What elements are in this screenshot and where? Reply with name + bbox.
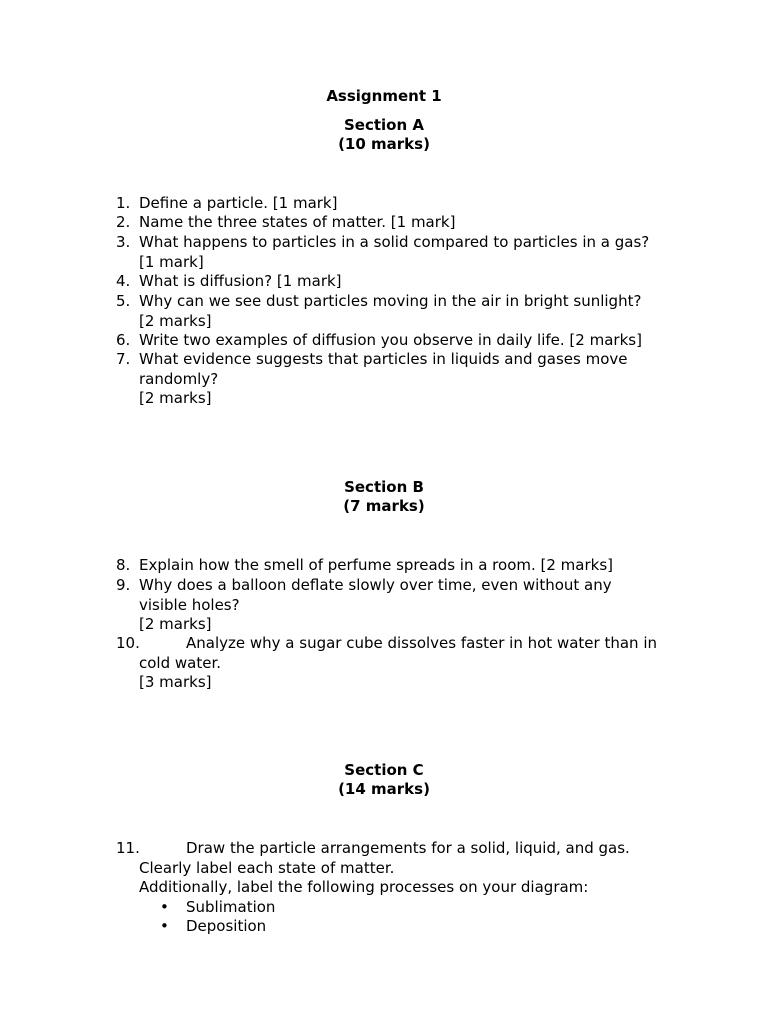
question-number: 11. [116, 839, 140, 857]
question-marks: [3 marks] [139, 673, 212, 691]
question-11 [116, 839, 676, 898]
assignment-title: Assignment 1 [326, 87, 442, 105]
question-text: Write two examples of diffusion you observe in daily life. [2 marks] [139, 331, 642, 349]
question-marks: [2 marks] [139, 615, 212, 633]
question-7 [116, 350, 676, 409]
section-a-title: Section A [344, 116, 424, 134]
question-number: 5. [116, 292, 131, 310]
question-number: 8. [116, 556, 131, 574]
question-1 [116, 194, 676, 214]
question-text: What evidence suggests that particles in liquids and gases move [139, 350, 628, 368]
bullet-text: Sublimation [186, 898, 276, 916]
question-8 [116, 556, 676, 576]
bullet-text: Deposition [186, 917, 267, 935]
question-number: 1. [116, 194, 131, 212]
question-4 [116, 272, 676, 292]
question-marks: [2 marks] [139, 311, 212, 330]
question-text: Explain how the smell of perfume spreads in a room. [2 marks] [139, 556, 614, 574]
question-text: What is diffusion? [1 mark] [139, 272, 342, 290]
question-10 [116, 634, 676, 693]
section-b-marks: (7 marks) [343, 497, 425, 515]
question-text: Why can we see dust particles moving in the air in bright sunlight? [139, 292, 642, 310]
section-a-marks: (10 marks) [338, 135, 430, 153]
question-9 [116, 576, 676, 635]
question-text: randomly? [139, 369, 219, 388]
question-number: 4. [116, 272, 131, 290]
question-number: 3. [116, 233, 131, 251]
question-text: Additionally, label the following processes on your diagram: [139, 878, 589, 896]
question-text: Why does a balloon deflate slowly over time, even without any [139, 576, 612, 594]
bullet-icon: • [160, 898, 169, 916]
question-text: Draw the particle arrangements for a solid, liquid, and gas. [186, 839, 630, 857]
question-marks: [1 mark] [139, 252, 204, 271]
question-text: What happens to particles in a solid compared to particles in a gas? [139, 233, 650, 251]
question-number: 9. [116, 576, 131, 594]
question-text: visible holes? [139, 595, 240, 614]
question-text: Define a particle. [1 mark] [139, 194, 338, 212]
question-text: cold water. [139, 653, 222, 672]
section-b-title: Section B [344, 478, 424, 496]
question-2 [116, 213, 676, 233]
question-marks: [2 marks] [139, 389, 212, 407]
bullet-icon: • [160, 917, 169, 935]
question-3 [116, 233, 676, 272]
section-c-title: Section C [344, 761, 424, 779]
question-5 [116, 292, 676, 331]
question-number: 10. [116, 634, 140, 652]
question-text: Name the three states of matter. [1 mark] [139, 213, 456, 231]
question-number: 6. [116, 331, 131, 349]
question-6 [116, 331, 676, 351]
question-number: 7. [116, 350, 131, 368]
question-text: Clearly label each state of matter. [139, 858, 395, 877]
question-number: 2. [116, 213, 131, 231]
question-text: Analyze why a sugar cube dissolves faster in hot water than in [186, 634, 657, 652]
section-c-marks: (14 marks) [338, 780, 430, 798]
